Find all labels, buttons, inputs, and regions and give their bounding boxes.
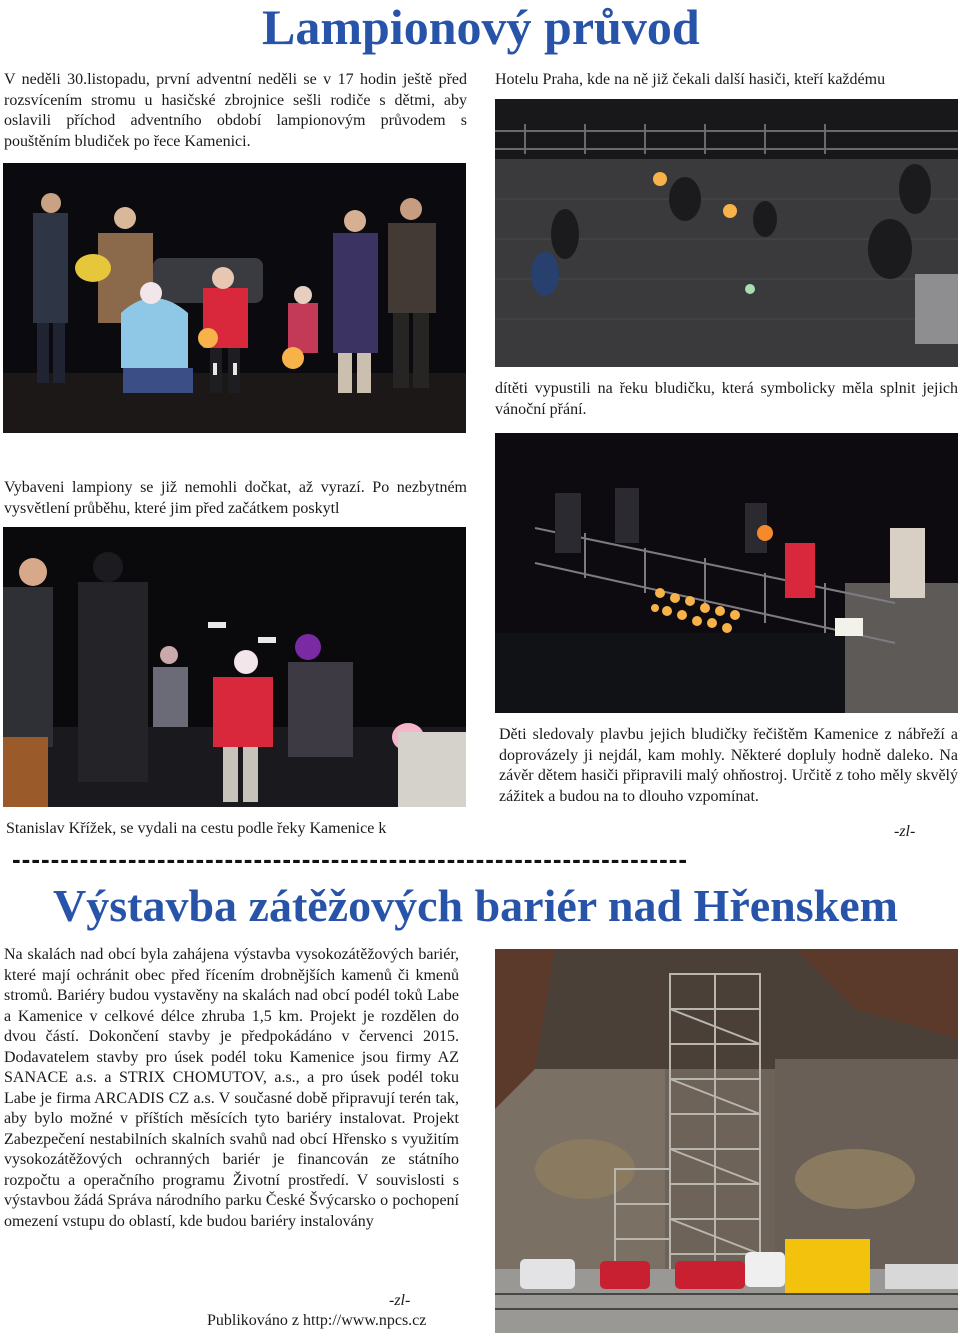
photo-scaffolding-rocks (495, 949, 958, 1333)
article2-body: Na skalách nad obcí byla zahájena výstavba vysokozátěžových bariér, které mají ochránit obec před řícením drobnějších kamenů či kmenů stromů. Bariéry budou vystavěny na skalách nad obcí podél toků Labe a Kamenice v celkové délce zhruba 1,5 km. Projekt je rozdělen do dvou částí. Dokončení stavby je předpokádáno v červenci 2015. Dodavatelem stavby pro úsek podél toku Kamenice jsou firmy AZ SANACE a.s. a STRIX CHOMUTOV, a.s., a pro úsek podél toku Labe je firma ARCADIS CZ a.s. V současné době připravují terén tak, aby bylo možné v příštích měsících tyto bariéry instalovat. Projekt Zabezpečení nestabilních skalních svahů nad obcí Hřensko s využitím vysokozátěžových ochranných bariér je financován ze státního rozpočtu a operačního programu Životní prostředí. V souvislosti s výstavbou žádá Správa národního parku České Švýcarsko o pochopení omezení vstupu do oblastí, kde budou bariéry instalovány (4, 946, 459, 1230)
article1-paragraph-lanterns: Vybaveni lampiony se již nemohli dočkat, až vyrazí. Po nezbytném vysvětlení průběhu, které jim před začátkem poskytl (4, 479, 467, 517)
article1-intro: V neděli 30.listopadu, první adventní neděli se v 17 hodin ještě před rozsvícením stromu u hasičské zbrojnice sešli rodiče s dětmi, aby oslavili příchod adventního období lampionovým průvodem s pouštěním bludiček po řece Kamenici. (4, 71, 467, 150)
photo-children-walking (3, 527, 466, 807)
published-source: Publikováno z http://www.npcs.cz (207, 1312, 427, 1329)
section-separator: ---------------------------------------------------------------------- (12, 844, 689, 874)
photo-river-lights (495, 433, 958, 713)
article2-title: Výstavba zátěžových bariér nad Hřenskem (53, 880, 898, 931)
photo-group-with-lanterns (3, 163, 466, 433)
photo-bridge-walk (495, 99, 958, 367)
article1-paragraph-wish: dítěti vypustili na řeku bludičku, která symbolicky měla splnit jejich vánoční přání. (495, 380, 958, 418)
article2-signature: -zl- (389, 1292, 411, 1309)
article1-title: Lampionový průvod (262, 0, 700, 55)
article1-paragraph-river: Děti sledovaly plavbu jejich bludičky řečištěm Kamenice z nábřeží a doprovázely ji nejdál, kam mohly. Některé dopluly hodně daleko. Na závěr dětem hasiči připravili malý ohňostroj. Určitě z toho měly skvělý zážitek a budou na to dlouho vzpomínat. (499, 726, 958, 805)
article1-signature: -zl- (894, 823, 916, 840)
article1-continuation-top: Hotelu Praha, kde na ně již čekali další hasiči, kteří každému (495, 71, 886, 88)
article1-paragraph-guide: Stanislav Křížek, se vydali na cestu podle řeky Kamenice k (6, 820, 387, 837)
